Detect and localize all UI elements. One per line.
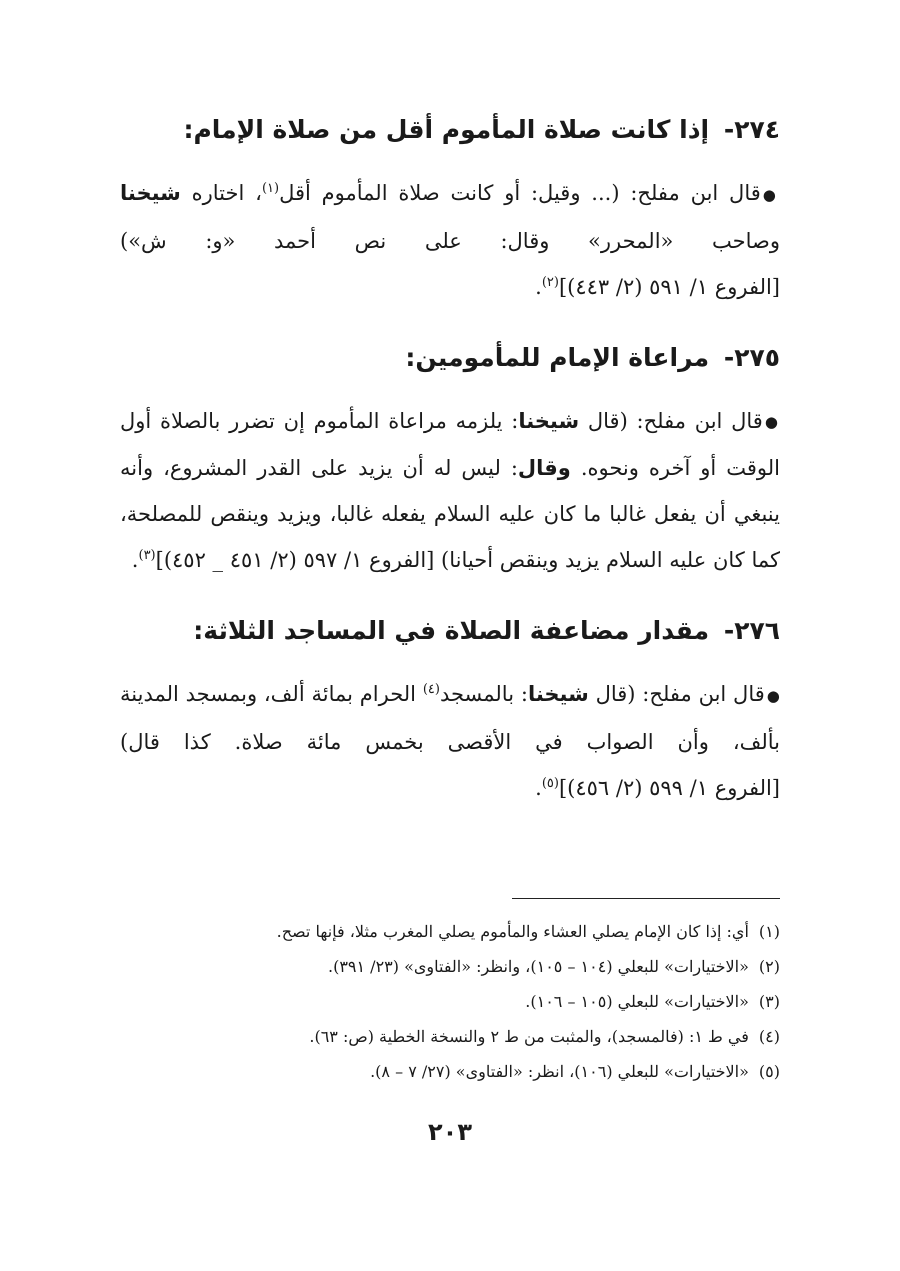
footnote-text: أي: إذا كان الإمام يصلي العشاء والمأموم يصلي المغرب مثلا، فإنها تصح. (276, 922, 749, 941)
section-number: ٢٧٤- (723, 115, 780, 144)
emphasis: شيخنا (527, 682, 589, 706)
footnote-text: في ط ١: (فالمسجد)، والمثبت من ط ٢ والنسخة الخطية (ص: ٦٣). (309, 1027, 749, 1046)
footnote-number: (٢) (758, 957, 780, 976)
emphasis: وقال (517, 456, 571, 480)
footnote-number: (٤) (758, 1027, 780, 1046)
section-heading-276 (120, 609, 780, 653)
section-title: مقدار مضاعفة الصلاة في المساجد الثلاثة: (193, 616, 710, 645)
footnote-ref[interactable]: (٢) (541, 274, 559, 290)
section-heading-275 (120, 336, 780, 380)
footnotes (120, 914, 780, 1089)
footnote-number: (٥) (758, 1062, 780, 1081)
bullet-icon: ● (762, 185, 780, 204)
main-text (120, 108, 780, 837)
footnote-text: «الاختيارات» للبعلي (١٠٥ – ١٠٦). (525, 992, 749, 1011)
footnote-text: «الاختيارات» للبعلي (١٠٦)، انظر: «الفتاوى» (٢٧/ ٧ – ٨). (370, 1062, 749, 1081)
emphasis: شيخنا (518, 408, 580, 433)
bullet-icon: ● (766, 686, 780, 705)
footnote-ref[interactable]: (٥) (541, 775, 559, 791)
footnote-ref[interactable]: (٣) (138, 548, 156, 563)
footnote-item (120, 949, 780, 984)
page-number: ٢٠٣ (428, 1118, 472, 1146)
footnote-item (120, 914, 780, 949)
citation: [الفروع ١/ ٥٩١ (٢/ ٤٤٣)]$^{(٢)}$. (535, 274, 780, 299)
footnote-item (120, 984, 780, 1019)
footnote-item (120, 1019, 780, 1054)
section-paragraph-275: ●قال ابن مفلح: (قال شيخنا: يلزمه مراعاة المأموم إن تضرر بالصلاة أول الوقت أو آخره ونحوه. وقال: ليس له أن يزيد على القدر المشروع، وأنه ينبغي أن يفعل غالبا ما كان عليه السلام يفعله غالبا، ويزيد وينقص للمصلحة، كما كان عليه السلام يزيد وينقص أحيانا) [الفروع ١/ ٥٩٧ (٢/ ٤٥١ _ ٤٥٢)]$^{(٣)}$. (120, 408, 780, 572)
footnote-number: (٣) (758, 992, 780, 1011)
bullet-icon: ● (764, 413, 780, 431)
citation: [الفروع ١/ ٥٩٧ (٢/ ٤٥١ _ ٤٥٢)]$^{(٣)}$. (131, 548, 435, 572)
citation: [الفروع ١/ ٥٩٩ (٢/ ٤٥٦)]$^{(٥)}$. (535, 775, 780, 800)
section-title: مراعاة الإمام للمأمومين: (405, 342, 710, 372)
footnote-text: «الاختيارات» للبعلي (١٠٤ – ١٠٥)، وانظر: «الفتاوى» (٢٣/ ٣٩١). (327, 957, 749, 976)
section-title: إذا كانت صلاة المأموم أقل من صلاة الإمام: (183, 115, 710, 144)
section-heading-274 (120, 108, 780, 152)
footnote-ref[interactable]: (١) (261, 181, 280, 196)
section-number: ٢٧٦- (723, 616, 780, 645)
footnote-ref[interactable]: (٤) (422, 682, 440, 697)
footnote-divider (512, 898, 780, 899)
footnote-number: (١) (758, 922, 780, 941)
section-number: ٢٧٥- (723, 342, 780, 372)
section-paragraph-276: ●قال ابن مفلح: (قال شيخنا: بالمسجد$^{(٤)}$ الحرام بمائة ألف، وبمسجد المدينة بألف، وأن الصواب في الأقصى بخمس مائة صلاة. كذا قال) [الفروع ١/ ٥٩٩ (٢/ ٤٥٦)]$^{(٥)}$. (120, 682, 780, 800)
section-paragraph-274: ●قال ابن مفلح: (... وقيل: أو كانت صلاة المأموم أقل$^{(١)}$، اختاره شيخنا وصاحب «المحرر» وقال: على نص أحمد «و: ش») [الفروع ١/ ٥٩١ (٢/ ٤٤٣)]$^{(٢)}$. (120, 181, 780, 299)
footnote-item (120, 1054, 780, 1089)
emphasis: شيخنا (120, 181, 181, 205)
